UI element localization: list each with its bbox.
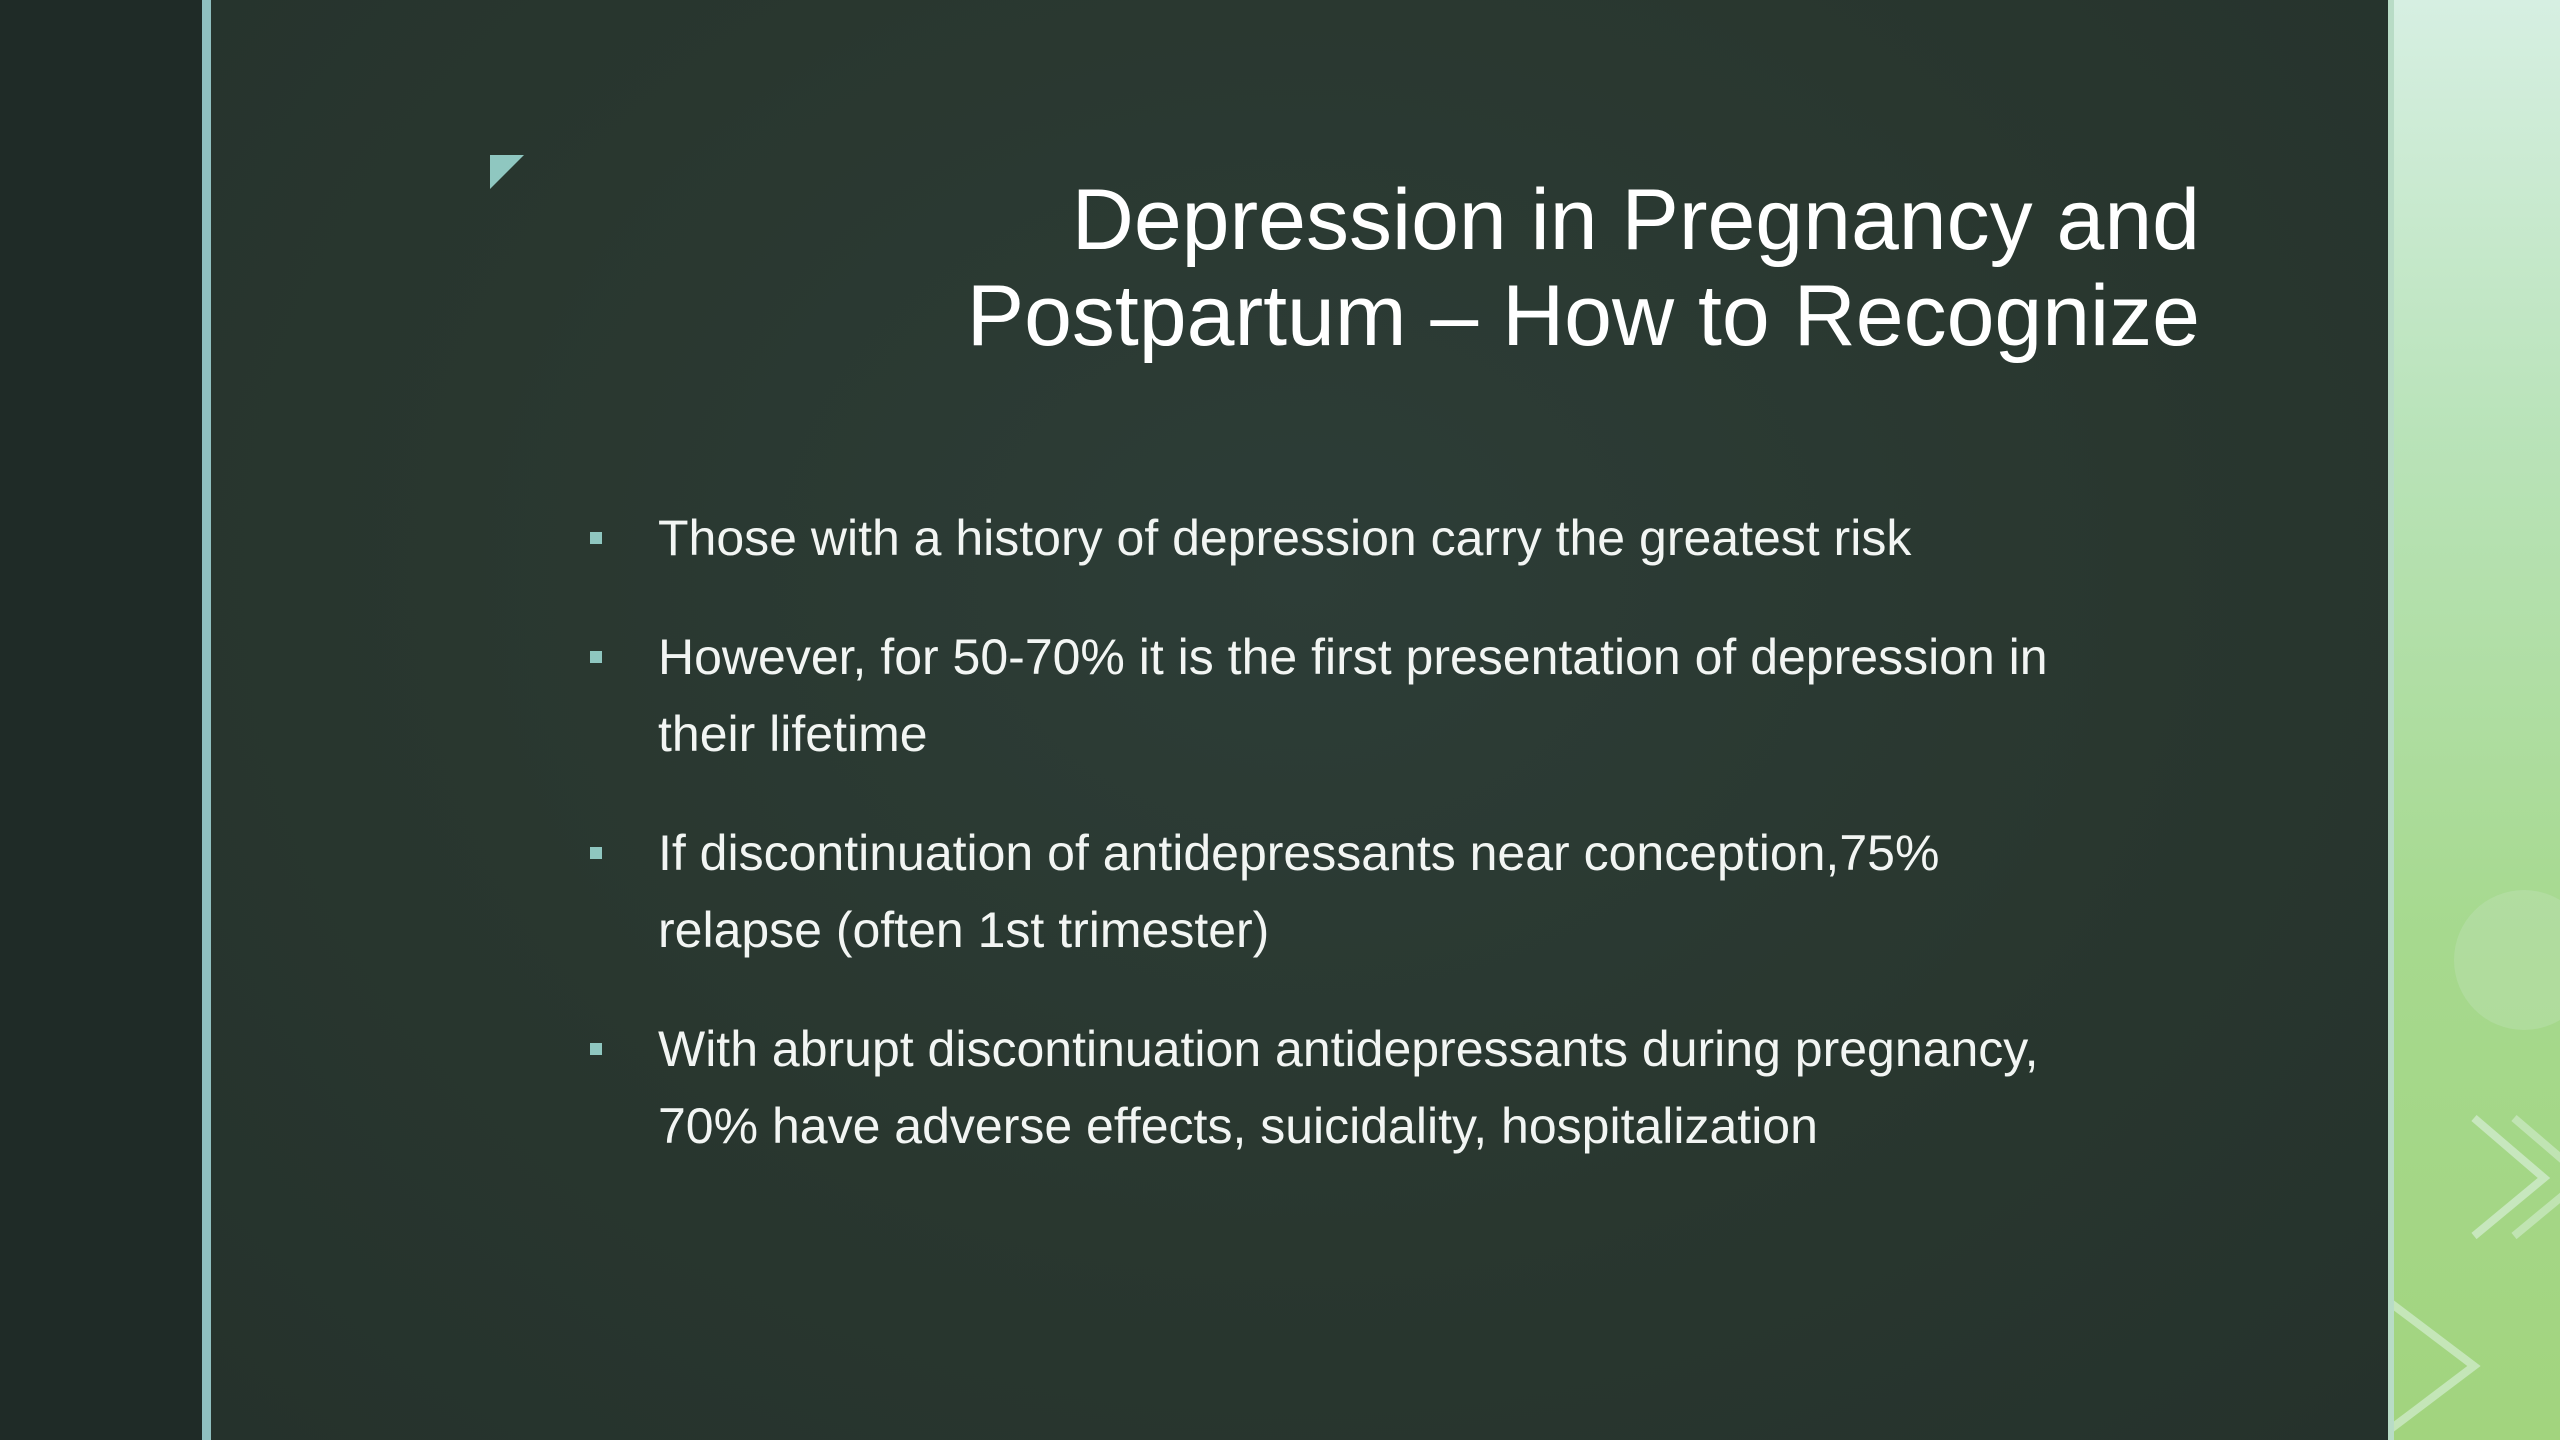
bullet-text-line: Those with a history of depression carry the greatest risk — [658, 510, 1912, 566]
left-panel — [0, 0, 202, 1440]
bullet-text-line: 70% have adverse effects, suicidality, hospitalization — [658, 1098, 1818, 1154]
bullet-item — [588, 1011, 2228, 1165]
square-bullet-icon — [590, 847, 602, 859]
bullet-text-line: their lifetime — [658, 706, 928, 762]
chevron-decor-icon — [2394, 0, 2560, 1440]
bullet-item — [588, 815, 2228, 969]
square-bullet-icon — [590, 651, 602, 663]
bullet-text-line: relapse (often 1st trimester) — [658, 902, 1270, 958]
bullet-item — [588, 500, 2228, 577]
title-line-2: Postpartum – How to Recognize — [966, 268, 2200, 364]
bullet-list — [588, 500, 2228, 1207]
bullet-text-line: If discontinuation of antidepressants near conception,75% — [658, 825, 1940, 881]
left-accent-rule — [202, 0, 211, 1440]
bullet-text-line: With abrupt discontinuation antidepressants during pregnancy, — [658, 1021, 2039, 1077]
square-bullet-icon — [590, 1043, 602, 1055]
bullet-item — [588, 619, 2228, 773]
title-line-1: Depression in Pregnancy and — [1071, 172, 2200, 268]
right-decor-panel — [2394, 0, 2560, 1440]
triangle-corner-icon — [490, 155, 524, 189]
bullet-text-line: However, for 50-70% it is the first presentation of depression in — [658, 629, 2048, 685]
square-bullet-icon — [590, 532, 602, 544]
slide-title — [760, 172, 2200, 364]
